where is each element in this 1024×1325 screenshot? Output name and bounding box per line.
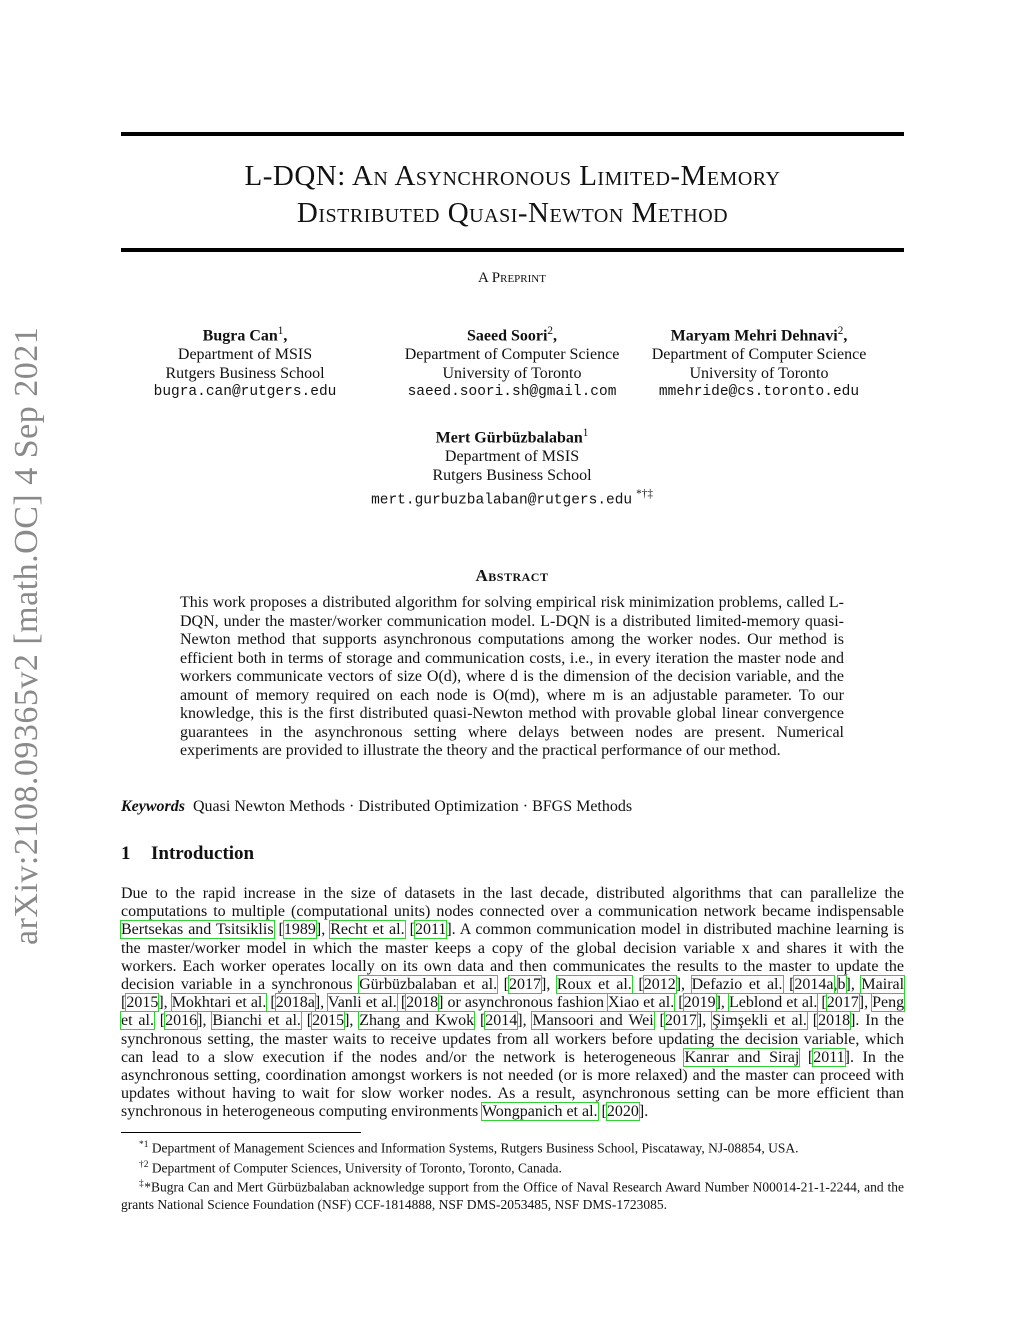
footnote-mark: ‡ bbox=[139, 1179, 145, 1189]
citation-year-link[interactable]: 2014a bbox=[794, 976, 834, 994]
abstract-text: This work proposes a distributed algorithm for solving empirical risk minimization problems, called L-DQN, under the master/worker communication model. L-DQN is a distributed limited-memory quasi-Newton method that supports asynchronous computations among the worker nodes. Our method is efficient both in terms of storage and communication costs, i.e., in every iteration the master node and workers communicate vectors of size O(d), where d is the dimension of the decision variable, and the amount of memory required on each node is O(md), where m is an adjustable parameter. To our knowledge, this is the first distributed quasi-Newton method with provable global linear convergence guarantees in the asynchronous setting where delays between nodes are present. Numerical experiments are provided to illustrate the theory and the practical performance of our method. bbox=[180, 594, 844, 759]
author-name: Mert Gürbüzbalaban bbox=[435, 429, 583, 447]
author-dept: Department of Computer Science bbox=[404, 346, 620, 364]
author-block-2: Saeed Soori$^2$, Department of Computer Science University of Toronto saeed.soori.sh@gmail.com bbox=[372, 322, 652, 402]
title-line-1: L-DQN: An Asynchronous Limited-Memory bbox=[244, 160, 781, 192]
intro-text: . A common communication model in distributed machine learning is the master/worker model in which the master keeps a copy of the global decision variable x and shares it with the workers. Each worker operates locally on its own data and then communicates the results to the master to update the decision variable in a synchronous bbox=[121, 921, 905, 994]
author-mark: 1 bbox=[277, 325, 284, 337]
author-dept: Department of MSIS bbox=[177, 346, 313, 364]
author-mark: 2 bbox=[547, 325, 554, 337]
citation-year-link[interactable]: 2011 bbox=[813, 1048, 845, 1066]
author-email[interactable]: saeed.soori.sh@gmail.com bbox=[407, 384, 617, 401]
keywords-list: Quasi Newton Methods · Distributed Optimization · BFGS Methods bbox=[193, 798, 633, 815]
citation-year-link[interactable]: 2017 bbox=[826, 994, 859, 1012]
citation-year-link[interactable]: 2019 bbox=[683, 994, 716, 1012]
citation-link[interactable]: Peng et al. bbox=[121, 994, 905, 1030]
keywords-line bbox=[121, 798, 632, 816]
citation-link[interactable]: Kanrar and Siraj bbox=[684, 1048, 800, 1066]
intro-text: or asynchronous fashion bbox=[443, 994, 608, 1012]
author-dept: Department of MSIS bbox=[444, 448, 580, 466]
citation-year-link[interactable]: 2016 bbox=[165, 1012, 198, 1030]
intro-paragraph: Due to the rapid increase in the size of datasets in the last decade, distributed algorithms that can parallelize the computations to multiple (computational units) nodes connected over a communication network became indispensable Bertsekas and Tsitsiklis [1989], Recht et al. [2011]. A common communication model in distributed machine learning is the master/worker model in which the master keeps a copy of the global decision variable x and shares it with the workers. Each worker operates locally on its own data and then communicates the results to the master to update the decision variable in a synchronous Gürbüzbalaban et al. [2017], Roux et al. [2012], Defazio et al. [2014a,b], Mairal [2015], Mokhtari et al. [2018a], Vanli et al. [2018] or asynchronous fashion Xiao et al. [2019], Leblond et al. [2017], Peng et al. [2016], Bianchi et al. [2015], Zhang and Kwok [2014], Mansoori and Wei [2017], Şimşekli et al. [2018]. In the synchronous setting, the master waits to receive updates from all workers before updating the decision variable, which can lead to a slow execution if the nodes and/or the network is heterogeneous Kanrar and Siraj [2011]. In the asynchronous setting, coordination amongst workers is not needed (or is more relaxed) and the master can proceed with updates without having to wait for slow worker nodes. As a result, asynchronous setting can be more efficient than synchronous in heterogeneous computing environments Wongpanich et al. [2020]. bbox=[121, 885, 905, 1121]
section-heading bbox=[121, 843, 254, 865]
author-name: Bugra Can bbox=[202, 327, 278, 345]
title-line-2: Distributed Quasi-Newton Method bbox=[296, 197, 729, 229]
email-footnote-mark: *†‡ bbox=[636, 488, 653, 501]
author-email[interactable]: mert.gurbuzbalaban@rutgers.edu bbox=[371, 492, 633, 509]
author-inst: Rutgers Business School bbox=[432, 467, 592, 485]
citation-link[interactable]: Bianchi et al. bbox=[212, 1012, 301, 1030]
author-name: Maryam Mehri Dehnavi bbox=[670, 327, 838, 345]
footnote-3 bbox=[121, 1176, 904, 1213]
author-block-3: Maryam Mehri Dehnavi$^2$, Department of Computer Science University of Toronto mmehride@cs.toronto.edu bbox=[640, 322, 878, 402]
author-mark: 1 bbox=[582, 427, 589, 439]
intro-text: Due to the rapid increase in the size of datasets in the last decade, distributed algorithms that can parallelize the computations to multiple (computational units) nodes connected over a communication network became indispensable bbox=[121, 885, 904, 921]
section-number: 1 bbox=[121, 843, 131, 864]
citation-year-link[interactable]: 1989 bbox=[283, 921, 316, 939]
author-dept: Department of Computer Science bbox=[651, 346, 867, 364]
footnote-1 bbox=[121, 1137, 904, 1157]
title-top-rule bbox=[121, 132, 904, 136]
footnote-text: Department of Management Sciences and Information Systems, Rutgers Business School, Piscataway, NJ-08854, USA. bbox=[151, 1140, 799, 1156]
footnote-mark: *1 bbox=[139, 1140, 149, 1150]
citation-year-link[interactable]: 2018a bbox=[275, 994, 315, 1012]
citation-link[interactable]: Mansoori and Wei bbox=[532, 1012, 654, 1030]
footnote-mark: †2 bbox=[139, 1159, 149, 1170]
author-email[interactable]: mmehride@cs.toronto.edu bbox=[658, 384, 860, 401]
citation-year-link[interactable]: 2015 bbox=[126, 994, 159, 1012]
citation-link[interactable]: Mairal bbox=[861, 976, 905, 994]
citation-year-link[interactable]: 2014 bbox=[485, 1012, 518, 1030]
paper-title bbox=[121, 158, 904, 232]
citation-year-link[interactable]: 2017 bbox=[664, 1012, 697, 1030]
author-mark: 2 bbox=[837, 325, 844, 337]
preprint-label: A Preprint bbox=[478, 270, 546, 286]
intro-text: . In the asynchronous setting, coordination amongst workers is not needed (or is more relaxed) and the master can proceed with updates without having to wait for slow worker nodes. As a result, asynchronous setting can be more efficient than synchronous in heterogeneous computing environments bbox=[121, 1048, 905, 1121]
author-inst: University of Toronto bbox=[442, 365, 582, 383]
footnote-text: Department of Computer Sciences, University of Toronto, Toronto, Canada. bbox=[151, 1160, 562, 1175]
citation-link[interactable]: Recht et al. bbox=[330, 921, 405, 939]
citation-link[interactable]: Wongpanich et al. bbox=[481, 1103, 598, 1121]
intro-text: . bbox=[644, 1103, 649, 1121]
citation-year-link[interactable]: 2018 bbox=[818, 1012, 851, 1030]
citation-year-link[interactable]: 2011 bbox=[414, 921, 447, 939]
author-email[interactable]: bugra.can@rutgers.edu bbox=[153, 384, 337, 401]
intro-text: . In the synchronous setting, the master waits to receive updates from all workers before updating the decision variable, which can lead to a slow execution if the nodes and/or the network is heterogeneous bbox=[121, 1012, 905, 1066]
arxiv-side-label: arXiv:2108.09365v2 [math.OC] 4 Sep 2021 bbox=[8, 326, 45, 945]
author-name: Saeed Soori bbox=[466, 327, 548, 345]
footnote-text: *Bugra Can and Mert Gürbüzbalaban acknowledge support from the Office of Naval Research Award Number N00014-21-1-2244, and the grants National Science Foundation (NSF) CCF-1814888, NSF DMS-2053485, NSF DMS-1723085. bbox=[121, 1179, 904, 1212]
citation-link[interactable]: Şimşekli et al. bbox=[712, 1012, 807, 1030]
citation-year-link[interactable]: 2020 bbox=[606, 1103, 639, 1121]
citation-link[interactable]: Xiao et al. bbox=[607, 994, 675, 1012]
abstract-heading: Abstract bbox=[475, 566, 549, 585]
title-bottom-rule bbox=[121, 248, 904, 252]
citation-link[interactable]: Bertsekas and Tsitsiklis bbox=[121, 921, 274, 939]
citation-link[interactable]: Roux et al. bbox=[556, 976, 632, 994]
author-block-1: Bugra Can$^1$, Department of MSIS Rutgers Business School bugra.can@rutgers.edu bbox=[120, 322, 370, 402]
author-inst: University of Toronto bbox=[689, 365, 829, 383]
section-title: Introduction bbox=[151, 843, 255, 864]
citation-link[interactable]: Vanli et al. bbox=[327, 994, 397, 1012]
citation-link[interactable]: Zhang and Kwok bbox=[359, 1012, 475, 1030]
citation-year-link[interactable]: 2018 bbox=[406, 994, 439, 1012]
citation-link[interactable]: Mokhtari et al. bbox=[171, 994, 267, 1012]
citation-year-link[interactable]: 2015 bbox=[312, 1012, 345, 1030]
author-inst: Rutgers Business School bbox=[165, 365, 325, 383]
author-block-4 bbox=[352, 424, 672, 511]
footnote-rule bbox=[121, 1132, 361, 1133]
citation-year-link[interactable]: 2012 bbox=[643, 976, 676, 994]
keywords-label: Keywords bbox=[121, 798, 185, 815]
citation-link[interactable]: Defazio et al. bbox=[691, 976, 783, 994]
footnotes bbox=[121, 1137, 904, 1213]
citation-year-link[interactable]: b bbox=[837, 976, 846, 994]
citation-link[interactable]: Gürbüzbalaban et al. bbox=[359, 976, 498, 994]
citation-link[interactable]: Leblond et al. bbox=[728, 994, 818, 1012]
citation-year-link[interactable]: 2017 bbox=[509, 976, 541, 994]
footnote-2 bbox=[121, 1157, 904, 1177]
